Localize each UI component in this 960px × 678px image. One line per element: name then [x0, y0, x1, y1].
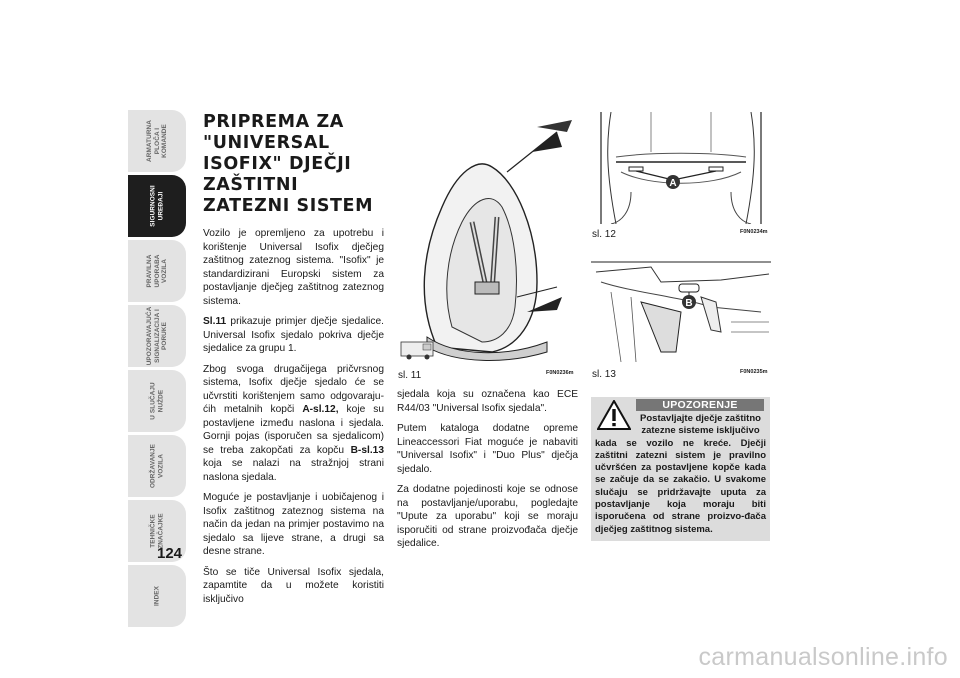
tab-label: UPOZORAVAJUĆA SIGNALIZACIJA I PORUKE	[145, 306, 168, 366]
paragraph: sjedala koja su označena kao ECE R44/03 "Universal Isofix sjedala".	[397, 389, 578, 414]
figure-caption: sl. 13	[592, 369, 616, 380]
page-number: 124	[157, 545, 183, 562]
page-title: PRIPREMA ZA "UNIVERSAL ISOFIX" DJEČJI ZAŠTITNI ZATEZNI SISTEM	[203, 112, 374, 216]
seat-anchor-illustration	[591, 112, 771, 224]
tab-label: INDEX	[153, 585, 161, 607]
tab-index[interactable]	[128, 565, 186, 627]
figure-isofix-anchors	[591, 112, 771, 224]
marker-letter: A	[669, 178, 677, 189]
child-seat-illustration	[397, 112, 579, 364]
figure-ref: Sl.11	[203, 316, 227, 327]
paragraph: Vozilo je opremljeno za upotrebu i korištenje Universal Isofix dječjeg zaštitnog zateznog sistema. "Isofix" je standardizirani Europski sistem za postavljanje dječjeg zaštitnog zateznog sistema.	[203, 228, 384, 307]
warning-text-first: Postavljajte dječje zaštitno zatezne sisteme isključivo	[640, 413, 761, 437]
paragraph: Za dodatne pojedinosti koje se odnose na postavljanje/uporabu, pogledajte "Upute za uporabu" koji se moraju isporučiti od strane proizvođača dječje sjedalice.	[397, 484, 578, 549]
tab-armaturna-ploca[interactable]	[128, 110, 186, 172]
tab-sigurnosni-uredaji[interactable]	[128, 175, 186, 237]
warning-heading: UPOZORENJE	[636, 399, 764, 411]
figure-rear-anchor	[591, 252, 771, 364]
paragraph	[203, 315, 384, 356]
tab-upozoravajuca-signalizacija[interactable]	[128, 305, 186, 367]
paragraph	[203, 363, 384, 485]
tab-label: U SLUČAJU NUŽDE	[149, 382, 164, 420]
text-column-left	[203, 112, 384, 613]
tab-pravilna-uporaba[interactable]	[128, 240, 186, 302]
paragraph: Putem kataloga dodatne opreme Lineaccessori Fiat moguće je nabaviti "Universal Isofix" i "Duo Plus" dječja sjedalo.	[397, 423, 578, 475]
figure-code: F0N0234m	[740, 229, 768, 235]
tab-label: TEHNIČKE ZNAČAJKE	[149, 513, 164, 549]
tab-label: PRAVILNA UPORABA VOZILA	[145, 254, 168, 288]
tab-odrzavanje-vozila[interactable]	[128, 435, 186, 497]
tab-label: ODRŽAVANJE VOZILA	[149, 443, 164, 489]
warning-text	[595, 413, 766, 536]
tab-u-slucaju-nuzde[interactable]	[128, 370, 186, 432]
marker-letter: B	[685, 298, 693, 309]
figure-ref: A-sl.12,	[302, 404, 339, 415]
paragraph-text: koje su postavljene između naslona i sjedala. Gornji pojas (isporučen sa sjedalicom) se treba zakopčati za kopču	[203, 404, 385, 456]
figure-ref: B-sl.13	[350, 444, 384, 456]
tab-label: SIGURNOSNI UREĐAJI	[149, 185, 164, 227]
warning-text-rest: kada se vozilo ne kreće. Dječji zaštitni zatezni sistem je pravilno učvršćen za postavljene kopče kada se začuje da se zakačio. U svakome slučaju se pridržavajte uputa za postavljanje koja moraju biti isporučena od strane proizvo-đača dječjeg zaštitnog sistema.	[595, 437, 766, 535]
paragraph-text: Zbog svoga drugačijega pričvrsnog sistema, Isofix dječje sjedalo će se učvrstiti korištenjem samo odgovaraju-ćih metalnih kopči	[203, 363, 384, 415]
figure-caption: sl. 12	[592, 229, 616, 240]
text-column-middle	[397, 388, 578, 558]
paragraph: Što se tiče Universal Isofix sjedala, zapamtite da u možete koristiti isključivo	[203, 566, 384, 605]
figure-code: F0N0235m	[740, 369, 768, 375]
paragraph-text: prikazuje primjer dječje sjedalice. Universal Isofix sjedalo pokriva dječje sjedalice za grupu 1.	[203, 316, 384, 354]
watermark: carmanualsonline.info	[698, 643, 948, 671]
tab-label: ARMATURNA PLOČA I KOMANDE	[145, 120, 168, 162]
paragraph-text: koja se nalazi na stražnjoj strani naslona sjedala.	[203, 458, 384, 483]
rear-anchor-illustration	[591, 252, 771, 364]
warning-box	[591, 397, 770, 541]
paragraph: Moguće je postavljanje i uobičajenog i Isofix zaštitnog zateznog sistema na način da jedan na primjer postavimo na sjedalo sa lijeve strane, a drugi sa desne strane.	[203, 492, 384, 557]
figure-child-seat	[397, 112, 579, 364]
figure-caption: sl. 11	[398, 370, 422, 381]
figure-code: F0N0236m	[546, 370, 574, 376]
